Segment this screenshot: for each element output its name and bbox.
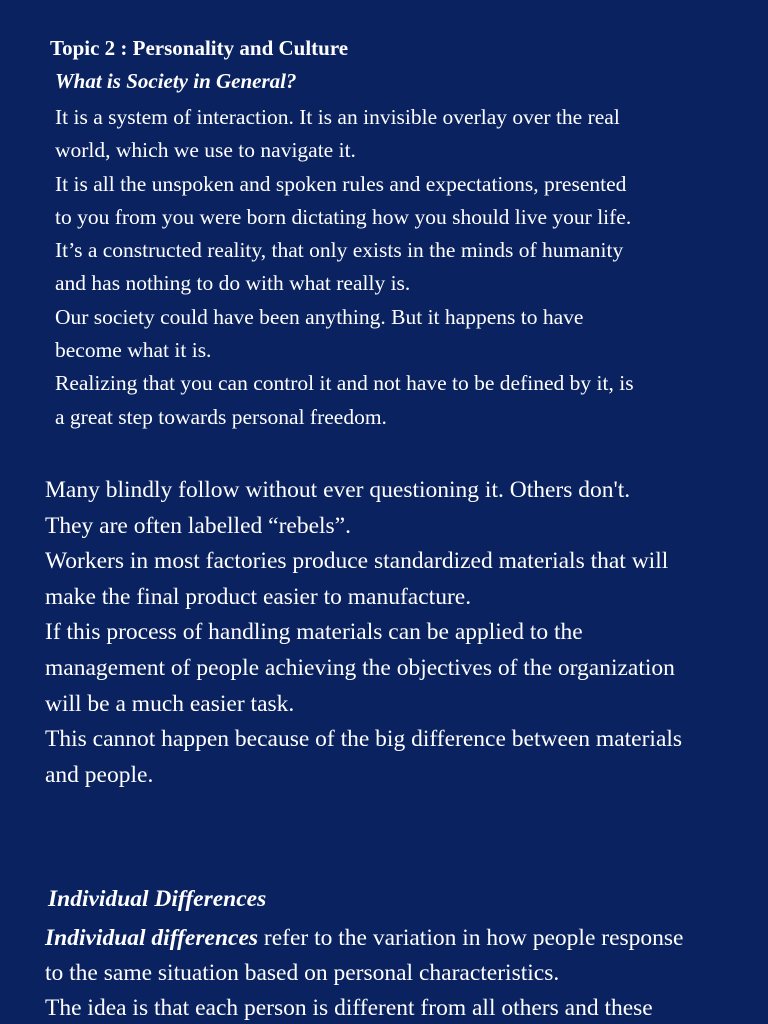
society-line: a great step towards personal freedom. (55, 404, 387, 429)
society-heading: What is Society in General? (55, 69, 297, 93)
materials-line: management of people achieving the objectives of the organization (45, 654, 675, 681)
differences-line: to the same situation based on personal characteristics. (45, 960, 560, 986)
differences-line: The idea is that each person is different from all others and these (45, 995, 653, 1021)
materials-line: Workers in most factories produce standardized materials that will (45, 548, 669, 575)
society-line: It’s a constructed reality, that only exists in the minds of humanity (55, 238, 624, 263)
society-paragraph (55, 101, 755, 434)
differences-definition: refer to the variation in how people response (258, 925, 684, 951)
society-line: It is a system of interaction. It is an invisible overlay over the real (55, 105, 620, 129)
materials-line: Many blindly follow without ever questioning it. Others don't. (45, 477, 631, 503)
society-line: world, which we use to navigate it. (55, 138, 356, 163)
society-line: Realizing that you can control it and not have to be defined by it, is (55, 371, 634, 396)
differences-term: Individual differences (45, 925, 259, 951)
society-line: It is all the unspoken and spoken rules and expectations, presented (55, 171, 627, 196)
materials-line: This cannot happen because of the big difference between materials (45, 726, 683, 753)
materials-paragraph (45, 473, 760, 793)
materials-line: They are often labelled “rebels”. (45, 512, 351, 539)
topic-title: Topic 2 : Personality and Culture (50, 36, 349, 60)
society-line: to you from you were born dictating how you should live your life. (55, 204, 632, 229)
materials-line: If this process of handling materials can be applied to the (45, 619, 583, 646)
differences-heading: Individual Differences (48, 886, 267, 912)
society-line: become what it is. (55, 338, 212, 363)
society-line: and has nothing to do with what really is. (55, 271, 411, 296)
differences-line (45, 921, 760, 956)
materials-line: make the final product easier to manufacture. (45, 583, 472, 610)
materials-line: will be a much easier task. (45, 690, 295, 717)
society-line: Our society could have been anything. But it happens to have (55, 304, 584, 329)
materials-line: and people. (45, 761, 154, 788)
differences-paragraph (45, 921, 760, 1024)
